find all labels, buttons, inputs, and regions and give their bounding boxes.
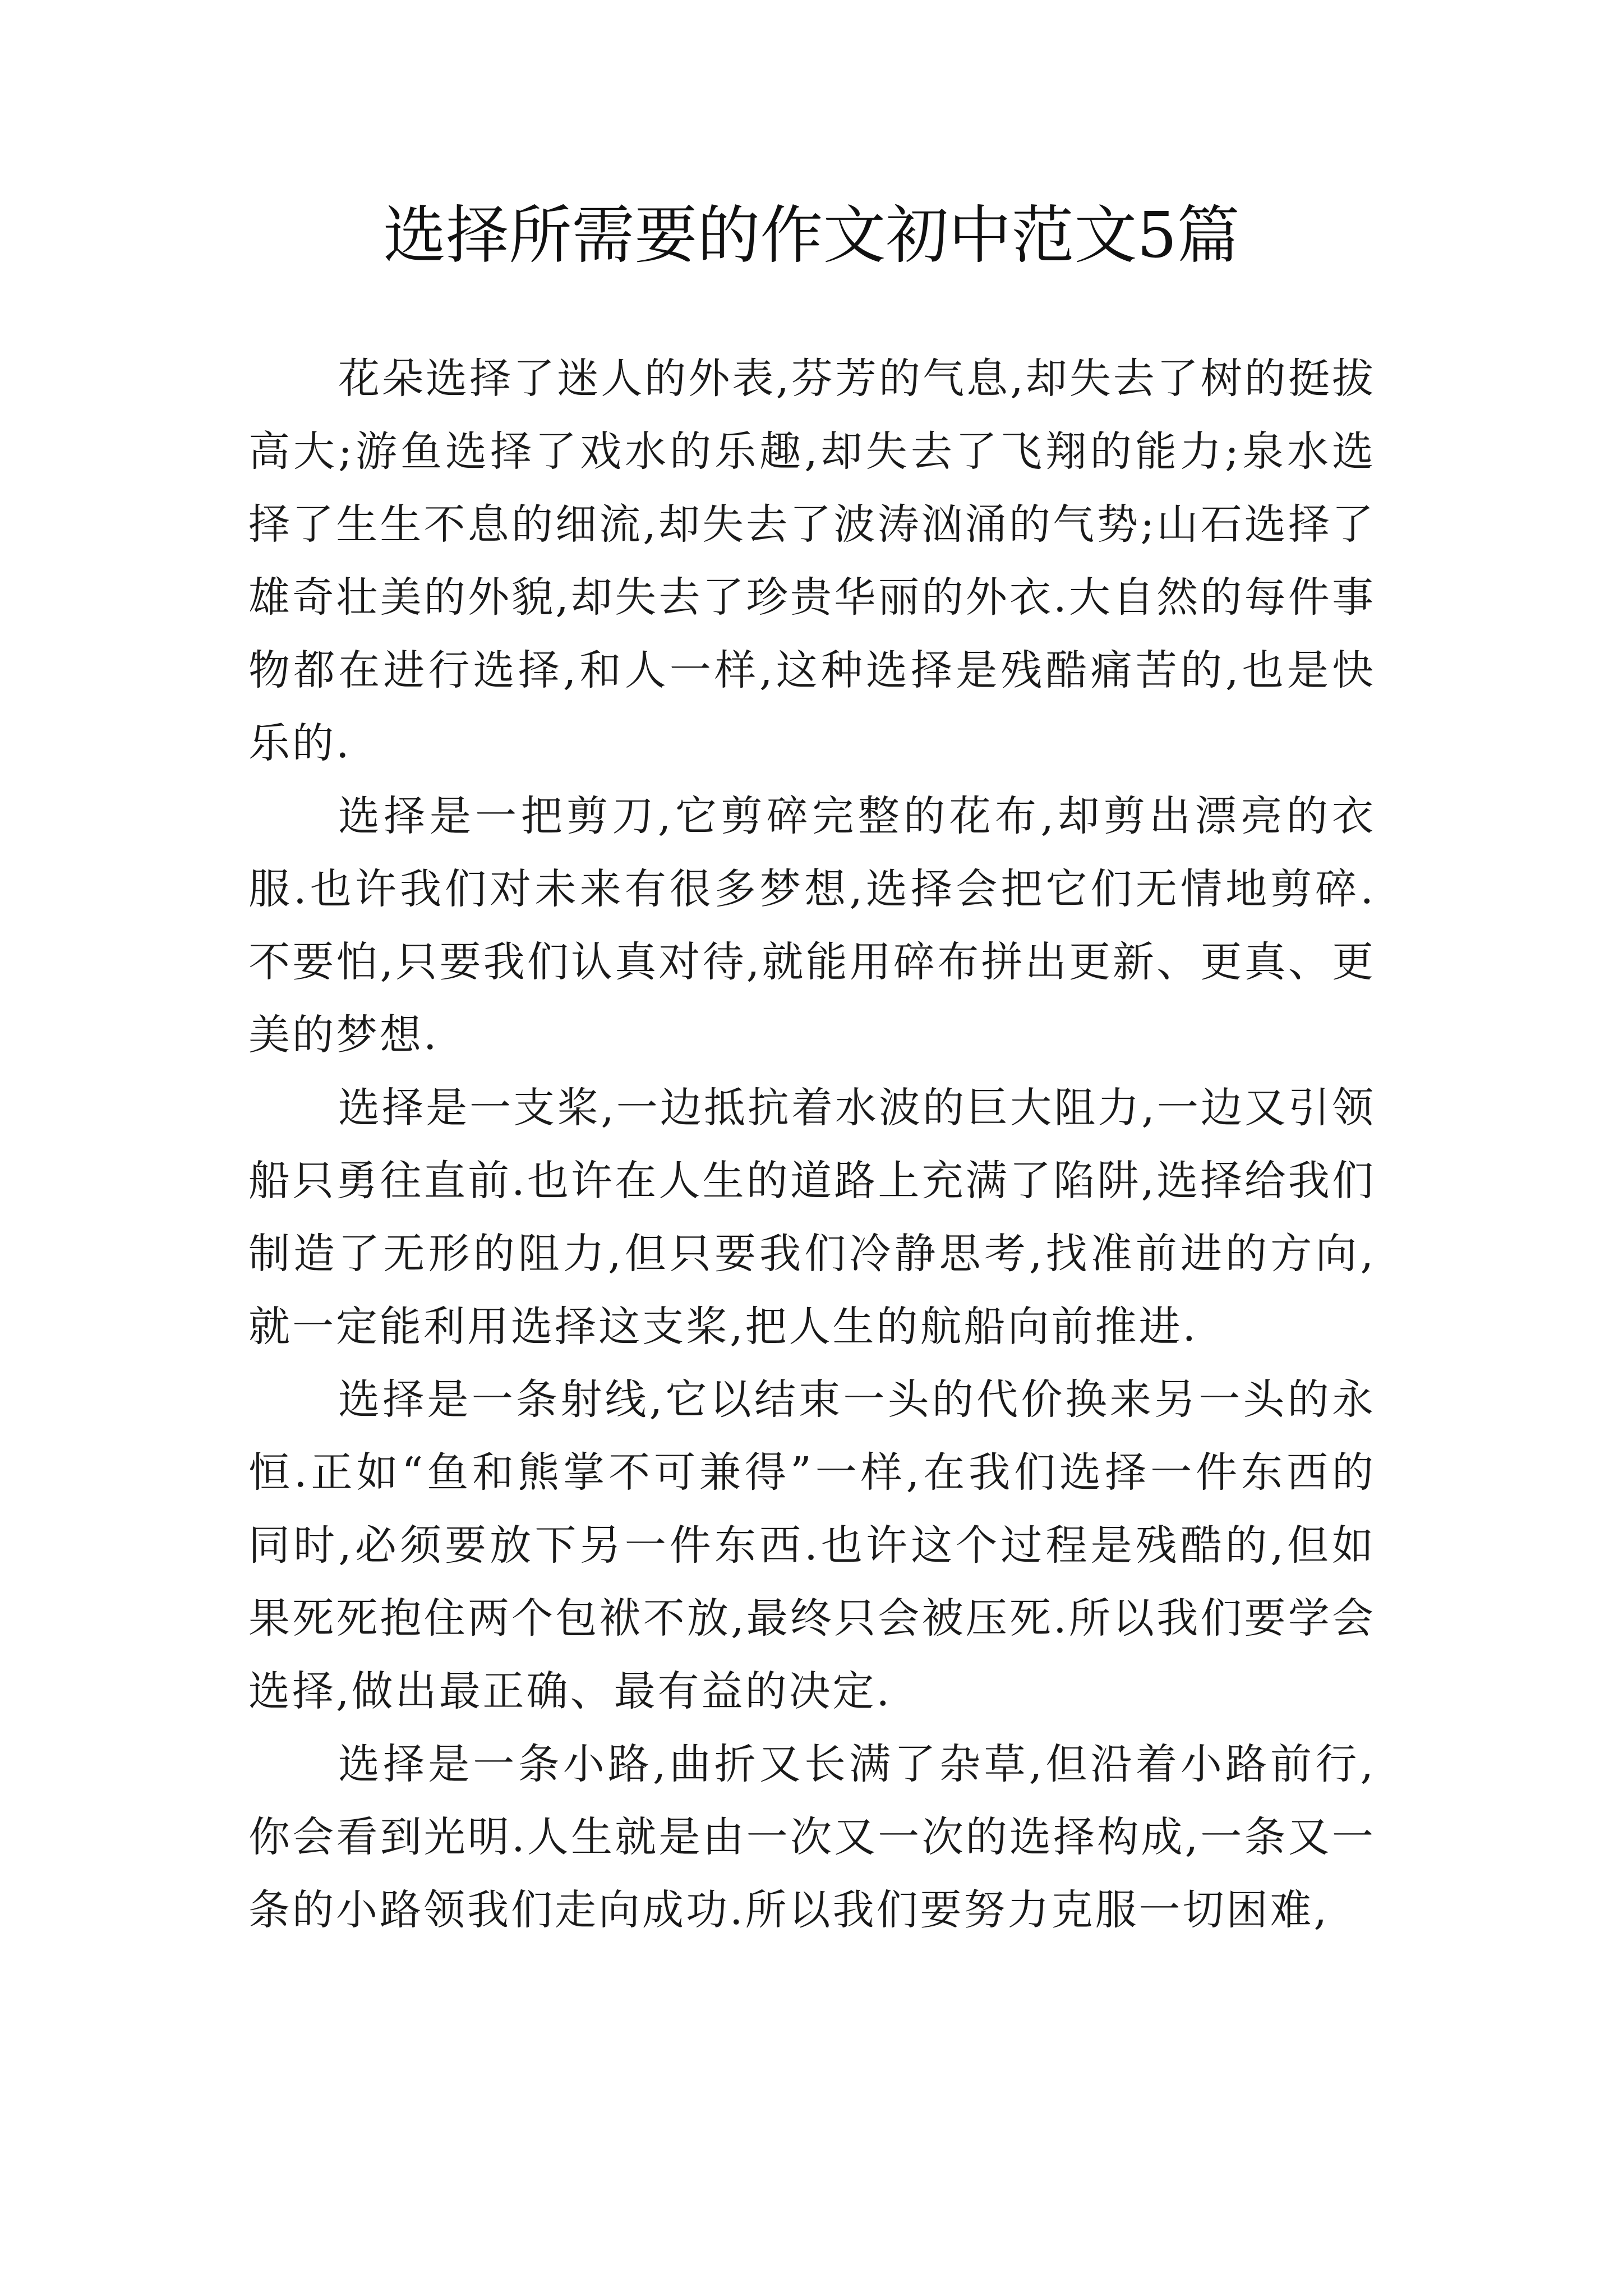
paragraph-5: 选择是一条小路,曲折又长满了杂草,但沿着小路前行,你会看到光明.人生就是由一次又一次的选择构成,一条又一条的小路领我们走向成功.所以我们要努力克服一切困难,	[248, 1740, 1376, 1934]
paragraph-1: 花朵选择了迷人的外表,芬芳的气息,却失去了树的挺拔高大;游鱼选择了戏水的乐趣,却失去了飞翔的能力;泉水选择了生生不息的细流,却失去了波涛汹涌的气势;山石选择了雄奇壮美的外貌,却失去了珍贵华丽的外衣.大自然的每件事物都在进行选择,和人一样,这种选择是残酷痛苦的,也是快乐的.	[248, 355, 1376, 767]
document-body	[248, 342, 1376, 1947]
paragraph-4: 选择是一条射线,它以结束一头的代价换来另一头的永恒.正如“鱼和熊掌不可兼得”一样,在我们选择一件东西的同时,必须要放下另一件东西.也许这个过程是残酷的,但如果死死抱住两个包袱不放,最终只会被压死.所以我们要学会选择,做出最正确、最有益的决定.	[248, 1375, 1376, 1715]
paragraph-2: 选择是一把剪刀,它剪碎完整的花布,却剪出漂亮的衣服.也许我们对未来有很多梦想,选择会把它们无情地剪碎.不要怕,只要我们认真对待,就能用碎布拼出更新、更真、更美的梦想.	[248, 792, 1376, 1059]
paragraph-3: 选择是一支桨,一边抵抗着水波的巨大阻力,一边又引领船只勇往直前.也许在人生的道路上充满了陷阱,选择给我们制造了无形的阻力,但只要我们冷静思考,找准前进的方向,就一定能利用选择这支桨,把人生的航船向前推进.	[248, 1084, 1376, 1351]
document-title: 选择所需要的作文初中范文5篇	[383, 199, 1240, 272]
